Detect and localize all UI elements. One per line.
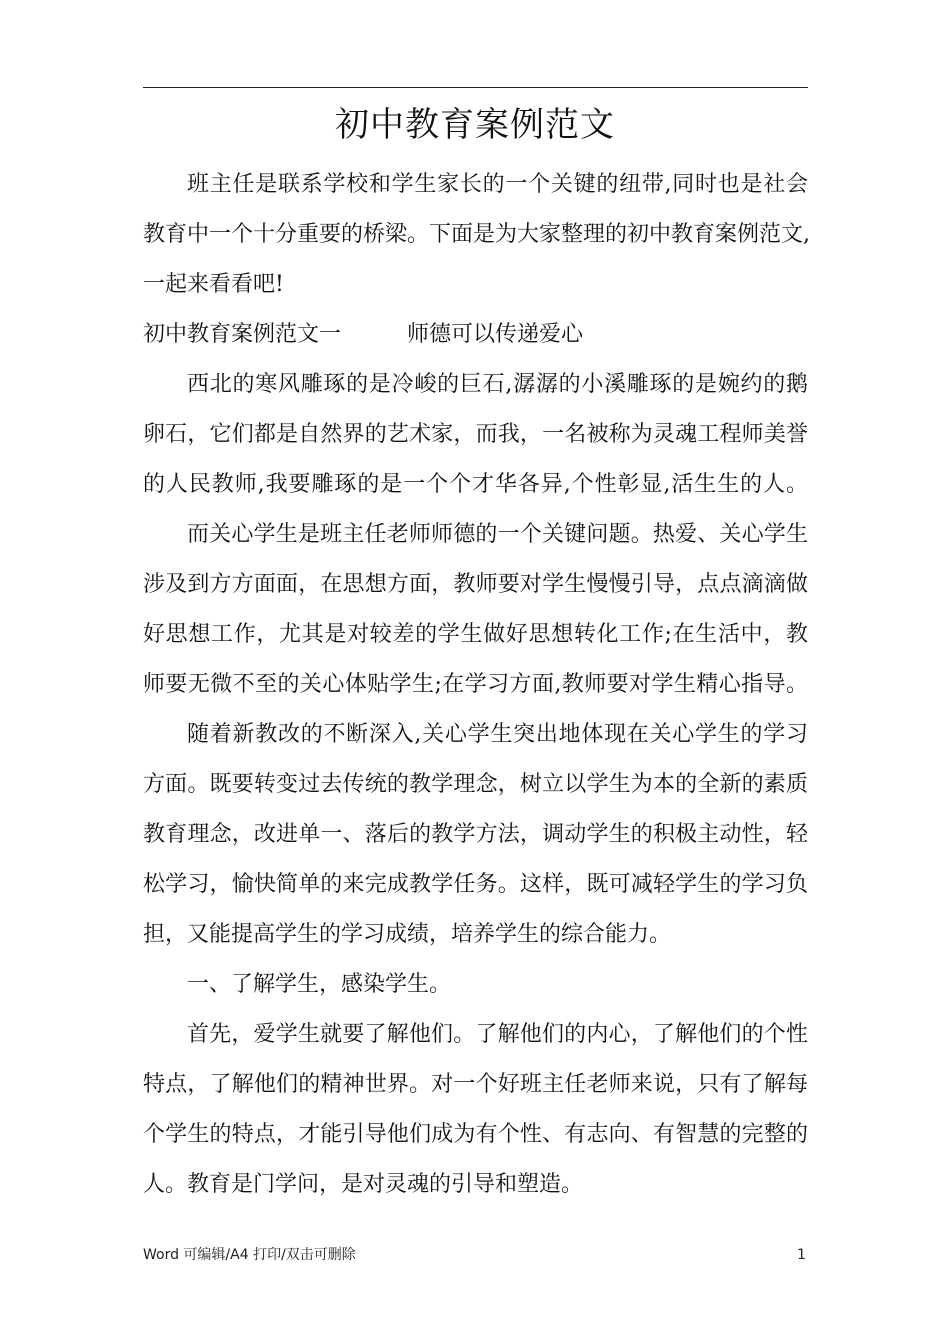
paragraph-line: 个学生的特点，才能引导他们成为有个性、有志向、有智慧的完整的	[143, 1122, 808, 1147]
paragraph-line: 方面。既要转变过去传统的教学理念，树立以学生为本的全新的素质	[143, 772, 808, 797]
paragraph-line: 首先，爱学生就要了解他们。了解他们的内心，了解他们的个性	[187, 1022, 808, 1047]
footer-note: Word 可编辑/A4 打印/双击可删除	[143, 1247, 356, 1263]
header-rule	[143, 87, 808, 88]
section-heading-number: 初中教育案例范文一	[143, 322, 342, 347]
paragraph-line: 特点，了解他们的精神世界。对一个好班主任老师来说，只有了解每	[143, 1072, 808, 1097]
paragraph-line: 班主任是联系学校和学生家长的一个关键的纽带,同时也是社会	[187, 172, 808, 197]
section-heading-subtitle: 师德可以传递爱心	[407, 322, 584, 347]
section-heading	[143, 319, 583, 351]
paragraph-line: 一起来看看吧!	[143, 272, 284, 297]
paragraph-line: 随着新教改的不断深入,关心学生突出地体现在关心学生的学习	[187, 722, 808, 747]
paragraph-line: 的人民教师,我要雕琢的是一个个才华各异,个性彰显,活生生的人。	[143, 472, 808, 497]
paragraph-line: 好思想工作，尤其是对较差的学生做好思想转化工作;在生活中，教	[143, 622, 808, 647]
paragraph-line: 担，又能提高学生的学习成绩，培养学生的综合能力。	[143, 922, 672, 947]
paragraph-line: 人。教育是门学问，是对灵魂的引导和塑造。	[143, 1172, 584, 1197]
paragraph-line: 教育中一个十分重要的桥梁。下面是为大家整理的初中教育案例范文,	[143, 222, 810, 247]
paragraph-line: 卵石，它们都是自然界的艺术家，而我，一名被称为灵魂工程师美誉	[143, 422, 808, 447]
paragraph-line: 涉及到方方面面，在思想方面，教师要对学生慢慢引导，点点滴滴做	[143, 572, 808, 597]
paragraph-line: 而关心学生是班主任老师师德的一个关键问题。热爱、关心学生	[187, 522, 808, 547]
subsection-heading: 一、了解学生，感染学生。	[187, 972, 452, 997]
paragraph-line: 西北的寒风雕琢的是冷峻的巨石,潺潺的小溪雕琢的是婉约的鹅	[187, 372, 808, 397]
paragraph-line: 师要无微不至的关心体贴学生;在学习方面,教师要对学生精心指导。	[143, 672, 808, 697]
document-title: 初中教育案例范文	[335, 105, 615, 145]
page-number: 1	[797, 1247, 806, 1263]
paragraph-line: 松学习，愉快简单的来完成教学任务。这样，既可减轻学生的学习负	[143, 872, 808, 897]
paragraph-line: 教育理念，改进单一、落后的教学方法，调动学生的积极主动性，轻	[143, 822, 808, 847]
